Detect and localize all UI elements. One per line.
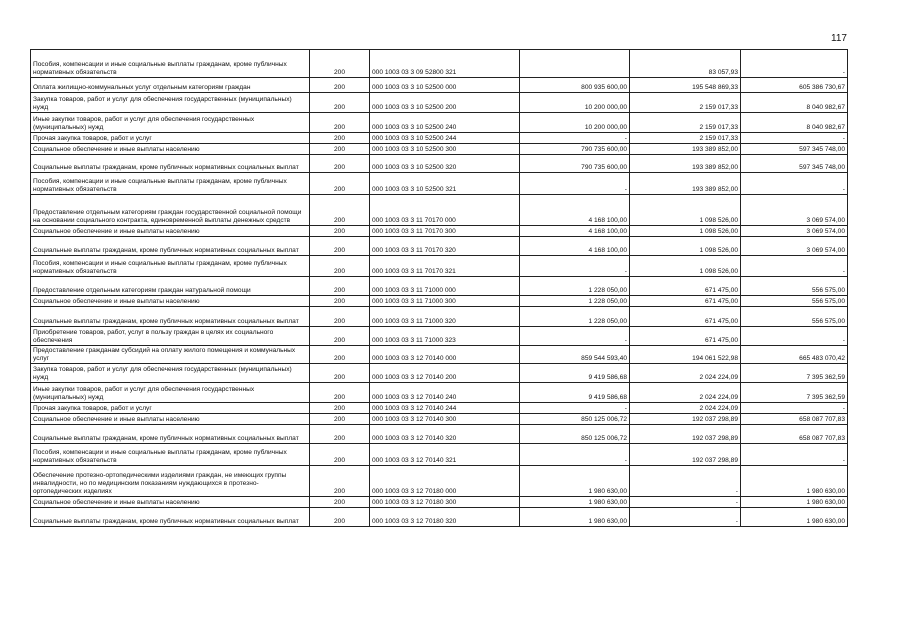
row-executed-amount: 2 024 224,09 xyxy=(630,383,741,403)
table-row xyxy=(31,277,848,296)
row-name: Прочая закупка товаров, работ и услуг xyxy=(31,133,310,144)
row-executed-amount: 2 024 224,09 xyxy=(630,364,741,383)
row-code: 200 xyxy=(310,237,370,256)
page-number: 117 xyxy=(831,33,847,44)
row-code: 200 xyxy=(310,444,370,466)
row-csr: 000 1003 03 3 11 71000 300 xyxy=(370,296,520,307)
row-code: 200 xyxy=(310,346,370,364)
row-approved-amount: 1 980 630,00 xyxy=(520,466,630,497)
row-name: Социальное обеспечение и иные выплаты населению xyxy=(31,144,310,155)
row-executed-amount: 192 037 298,89 xyxy=(630,414,741,425)
table-row xyxy=(31,444,848,466)
row-csr: 000 1003 03 3 12 70140 244 xyxy=(370,403,520,414)
row-code: 200 xyxy=(310,508,370,527)
row-unexecuted-amount: 605 386 730,67 xyxy=(741,78,848,93)
row-code: 200 xyxy=(310,133,370,144)
table-row xyxy=(31,256,848,277)
table-row xyxy=(31,173,848,195)
row-unexecuted-amount: 556 575,00 xyxy=(741,307,848,327)
row-executed-amount: 671 475,00 xyxy=(630,277,741,296)
row-code: 200 xyxy=(310,403,370,414)
row-executed-amount: 193 389 852,00 xyxy=(630,144,741,155)
row-csr: 000 1003 03 3 12 70180 320 xyxy=(370,508,520,527)
row-unexecuted-amount: 7 395 362,59 xyxy=(741,383,848,403)
row-approved-amount: 1 228 050,00 xyxy=(520,296,630,307)
row-code: 200 xyxy=(310,226,370,237)
row-code: 200 xyxy=(310,155,370,173)
row-name: Пособия, компенсации и иные социальные выплаты гражданам, кроме публичных нормативных обязательств xyxy=(31,50,310,78)
row-approved-amount: - xyxy=(520,327,630,346)
row-name: Социальное обеспечение и иные выплаты населению xyxy=(31,296,310,307)
table-body xyxy=(31,50,848,527)
row-executed-amount: 194 061 522,98 xyxy=(630,346,741,364)
row-code: 200 xyxy=(310,425,370,444)
row-code: 200 xyxy=(310,497,370,508)
row-code: 200 xyxy=(310,195,370,226)
row-name: Социальные выплаты гражданам, кроме публичных нормативных социальных выплат xyxy=(31,155,310,173)
row-unexecuted-amount: 556 575,00 xyxy=(741,296,848,307)
row-executed-amount: 2 159 017,33 xyxy=(630,93,741,113)
row-name: Социальные выплаты гражданам, кроме публичных нормативных социальных выплат xyxy=(31,508,310,527)
table-row xyxy=(31,383,848,403)
row-code: 200 xyxy=(310,414,370,425)
row-csr: 000 1003 03 3 11 70170 320 xyxy=(370,237,520,256)
table-row xyxy=(31,327,848,346)
row-csr: 000 1003 03 3 10 52500 244 xyxy=(370,133,520,144)
row-code: 200 xyxy=(310,466,370,497)
row-approved-amount: 9 419 586,68 xyxy=(520,364,630,383)
table-row xyxy=(31,237,848,256)
row-approved-amount: 790 735 600,00 xyxy=(520,155,630,173)
row-csr: 000 1003 03 3 12 70140 320 xyxy=(370,425,520,444)
row-executed-amount: 1 098 526,00 xyxy=(630,256,741,277)
row-name: Оплата жилищно-коммунальных услуг отдельным категориям граждан xyxy=(31,78,310,93)
row-csr: 000 1003 03 3 12 70140 240 xyxy=(370,383,520,403)
table-row xyxy=(31,307,848,327)
row-csr: 000 1003 03 3 12 70140 321 xyxy=(370,444,520,466)
row-approved-amount: 4 168 100,00 xyxy=(520,226,630,237)
row-code: 200 xyxy=(310,364,370,383)
row-unexecuted-amount: 597 345 748,00 xyxy=(741,144,848,155)
row-approved-amount: 9 419 586,68 xyxy=(520,383,630,403)
row-unexecuted-amount: 3 069 574,00 xyxy=(741,237,848,256)
row-approved-amount: 1 228 050,00 xyxy=(520,307,630,327)
row-unexecuted-amount: 1 980 630,00 xyxy=(741,497,848,508)
row-unexecuted-amount: - xyxy=(741,327,848,346)
row-unexecuted-amount: 658 087 707,83 xyxy=(741,425,848,444)
row-executed-amount: 192 037 298,89 xyxy=(630,425,741,444)
row-name: Приобретение товаров, работ, услуг в пользу граждан в целях их социального обеспечения xyxy=(31,327,310,346)
row-executed-amount: 193 389 852,00 xyxy=(630,155,741,173)
row-csr: 000 1003 03 3 11 70170 300 xyxy=(370,226,520,237)
row-csr: 000 1003 03 3 11 70170 321 xyxy=(370,256,520,277)
table-row xyxy=(31,466,848,497)
row-executed-amount: 2 159 017,33 xyxy=(630,133,741,144)
table-row xyxy=(31,113,848,133)
table-row xyxy=(31,346,848,364)
row-csr: 000 1003 03 3 11 70170 000 xyxy=(370,195,520,226)
table-row xyxy=(31,508,848,527)
row-name: Обеспечение протезно-ортопедическими изделиями граждан, не имеющих группы инвалидности, но по медицинским показаниям нуждающихся в протезно-ортопедических изделиях xyxy=(31,466,310,497)
row-unexecuted-amount: 1 980 630,00 xyxy=(741,466,848,497)
table-row xyxy=(31,195,848,226)
row-unexecuted-amount: - xyxy=(741,50,848,78)
row-unexecuted-amount: 8 040 982,67 xyxy=(741,93,848,113)
row-executed-amount: 195 548 869,33 xyxy=(630,78,741,93)
row-csr: 000 1003 03 3 10 52500 240 xyxy=(370,113,520,133)
row-executed-amount: 193 389 852,00 xyxy=(630,173,741,195)
table-row xyxy=(31,403,848,414)
row-unexecuted-amount: - xyxy=(741,133,848,144)
table-row xyxy=(31,226,848,237)
row-executed-amount: 671 475,00 xyxy=(630,327,741,346)
row-code: 200 xyxy=(310,173,370,195)
row-csr: 000 1003 03 3 10 52500 300 xyxy=(370,144,520,155)
row-csr: 000 1003 03 3 09 52800 321 xyxy=(370,50,520,78)
table-row xyxy=(31,414,848,425)
row-unexecuted-amount: 8 040 982,67 xyxy=(741,113,848,133)
row-name: Социальные выплаты гражданам, кроме публичных нормативных социальных выплат xyxy=(31,425,310,444)
row-executed-amount: - xyxy=(630,508,741,527)
row-unexecuted-amount: - xyxy=(741,444,848,466)
row-csr: 000 1003 03 3 10 52500 320 xyxy=(370,155,520,173)
row-approved-amount: 850 125 006,72 xyxy=(520,425,630,444)
row-approved-amount: - xyxy=(520,133,630,144)
table-row xyxy=(31,425,848,444)
row-approved-amount: 790 735 600,00 xyxy=(520,144,630,155)
row-executed-amount: 671 475,00 xyxy=(630,296,741,307)
row-csr: 000 1003 03 3 12 70180 000 xyxy=(370,466,520,497)
row-unexecuted-amount: - xyxy=(741,173,848,195)
row-csr: 000 1003 03 3 12 70180 300 xyxy=(370,497,520,508)
row-unexecuted-amount: - xyxy=(741,256,848,277)
row-name: Пособия, компенсации и иные социальные выплаты гражданам, кроме публичных нормативных обязательств xyxy=(31,256,310,277)
row-unexecuted-amount: 3 069 574,00 xyxy=(741,195,848,226)
row-approved-amount: 1 980 630,00 xyxy=(520,508,630,527)
row-approved-amount: - xyxy=(520,173,630,195)
row-code: 200 xyxy=(310,256,370,277)
row-unexecuted-amount: 665 483 070,42 xyxy=(741,346,848,364)
table-row xyxy=(31,50,848,78)
row-name: Социальные выплаты гражданам, кроме публичных нормативных социальных выплат xyxy=(31,237,310,256)
row-executed-amount: 2 024 224,09 xyxy=(630,403,741,414)
row-code: 200 xyxy=(310,78,370,93)
table-row xyxy=(31,497,848,508)
row-approved-amount: 10 200 000,00 xyxy=(520,93,630,113)
row-executed-amount: 1 098 526,00 xyxy=(630,226,741,237)
row-name: Закупка товаров, работ и услуг для обеспечения государственных (муниципальных) нужд xyxy=(31,93,310,113)
row-name: Социальное обеспечение и иные выплаты населению xyxy=(31,226,310,237)
row-executed-amount: 1 098 526,00 xyxy=(630,237,741,256)
row-executed-amount: 83 057,93 xyxy=(630,50,741,78)
row-executed-amount: 1 098 526,00 xyxy=(630,195,741,226)
row-approved-amount: - xyxy=(520,444,630,466)
row-code: 200 xyxy=(310,50,370,78)
row-code: 200 xyxy=(310,296,370,307)
row-code: 200 xyxy=(310,307,370,327)
table-row xyxy=(31,144,848,155)
row-csr: 000 1003 03 3 11 71000 320 xyxy=(370,307,520,327)
table-row xyxy=(31,155,848,173)
row-code: 200 xyxy=(310,144,370,155)
row-unexecuted-amount: - xyxy=(741,403,848,414)
row-name: Пособия, компенсации и иные социальные выплаты гражданам, кроме публичных нормативных обязательств xyxy=(31,173,310,195)
table-row xyxy=(31,93,848,113)
row-name: Предоставление отдельным категориям граждан натуральной помощи xyxy=(31,277,310,296)
table-row xyxy=(31,296,848,307)
row-name: Социальные выплаты гражданам, кроме публичных нормативных социальных выплат xyxy=(31,307,310,327)
row-approved-amount: 1 980 630,00 xyxy=(520,497,630,508)
row-csr: 000 1003 03 3 12 70140 200 xyxy=(370,364,520,383)
row-name: Пособия, компенсации и иные социальные выплаты гражданам, кроме публичных нормативных обязательств xyxy=(31,444,310,466)
row-approved-amount: 850 125 006,72 xyxy=(520,414,630,425)
row-executed-amount: - xyxy=(630,497,741,508)
row-csr: 000 1003 03 3 12 70140 300 xyxy=(370,414,520,425)
row-unexecuted-amount: 597 345 748,00 xyxy=(741,155,848,173)
row-csr: 000 1003 03 3 10 52500 000 xyxy=(370,78,520,93)
row-name: Иные закупки товаров, работ и услуг для обеспечения государственных (муниципальных) нужд xyxy=(31,383,310,403)
row-csr: 000 1003 03 3 11 71000 000 xyxy=(370,277,520,296)
row-name: Социальное обеспечение и иные выплаты населению xyxy=(31,414,310,425)
row-executed-amount: 192 037 298,89 xyxy=(630,444,741,466)
row-code: 200 xyxy=(310,383,370,403)
row-csr: 000 1003 03 3 10 52500 321 xyxy=(370,173,520,195)
row-approved-amount: 800 935 600,00 xyxy=(520,78,630,93)
row-unexecuted-amount: 556 575,00 xyxy=(741,277,848,296)
row-csr: 000 1003 03 3 10 52500 200 xyxy=(370,93,520,113)
row-csr: 000 1003 03 3 11 71000 323 xyxy=(370,327,520,346)
row-unexecuted-amount: 3 069 574,00 xyxy=(741,226,848,237)
row-approved-amount: - xyxy=(520,403,630,414)
row-code: 200 xyxy=(310,93,370,113)
budget-table xyxy=(30,49,848,527)
row-code: 200 xyxy=(310,113,370,133)
row-name: Закупка товаров, работ и услуг для обеспечения государственных (муниципальных) нужд xyxy=(31,364,310,383)
row-approved-amount: 10 200 000,00 xyxy=(520,113,630,133)
row-unexecuted-amount: 658 087 707,83 xyxy=(741,414,848,425)
row-executed-amount: - xyxy=(630,466,741,497)
row-approved-amount xyxy=(520,50,630,78)
row-name: Предоставление отдельным категориям граждан государственной социальной помощи на основании социального контракта, единовременной выплаты денежных средств xyxy=(31,195,310,226)
row-unexecuted-amount: 7 395 362,59 xyxy=(741,364,848,383)
row-approved-amount: 4 168 100,00 xyxy=(520,237,630,256)
row-name: Предоставление гражданам субсидий на оплату жилого помещения и коммунальных услуг xyxy=(31,346,310,364)
row-executed-amount: 2 159 017,33 xyxy=(630,113,741,133)
row-name: Иные закупки товаров, работ и услуг для обеспечения государственных (муниципальных) нужд xyxy=(31,113,310,133)
row-approved-amount: 1 228 050,00 xyxy=(520,277,630,296)
row-unexecuted-amount: 1 980 630,00 xyxy=(741,508,848,527)
row-code: 200 xyxy=(310,327,370,346)
row-name: Социальное обеспечение и иные выплаты населению xyxy=(31,497,310,508)
row-code: 200 xyxy=(310,277,370,296)
table-row xyxy=(31,133,848,144)
table-row xyxy=(31,364,848,383)
row-approved-amount: 4 168 100,00 xyxy=(520,195,630,226)
row-approved-amount: 859 544 593,40 xyxy=(520,346,630,364)
row-name: Прочая закупка товаров, работ и услуг xyxy=(31,403,310,414)
row-executed-amount: 671 475,00 xyxy=(630,307,741,327)
row-csr: 000 1003 03 3 12 70140 000 xyxy=(370,346,520,364)
row-approved-amount: - xyxy=(520,256,630,277)
table-row xyxy=(31,78,848,93)
